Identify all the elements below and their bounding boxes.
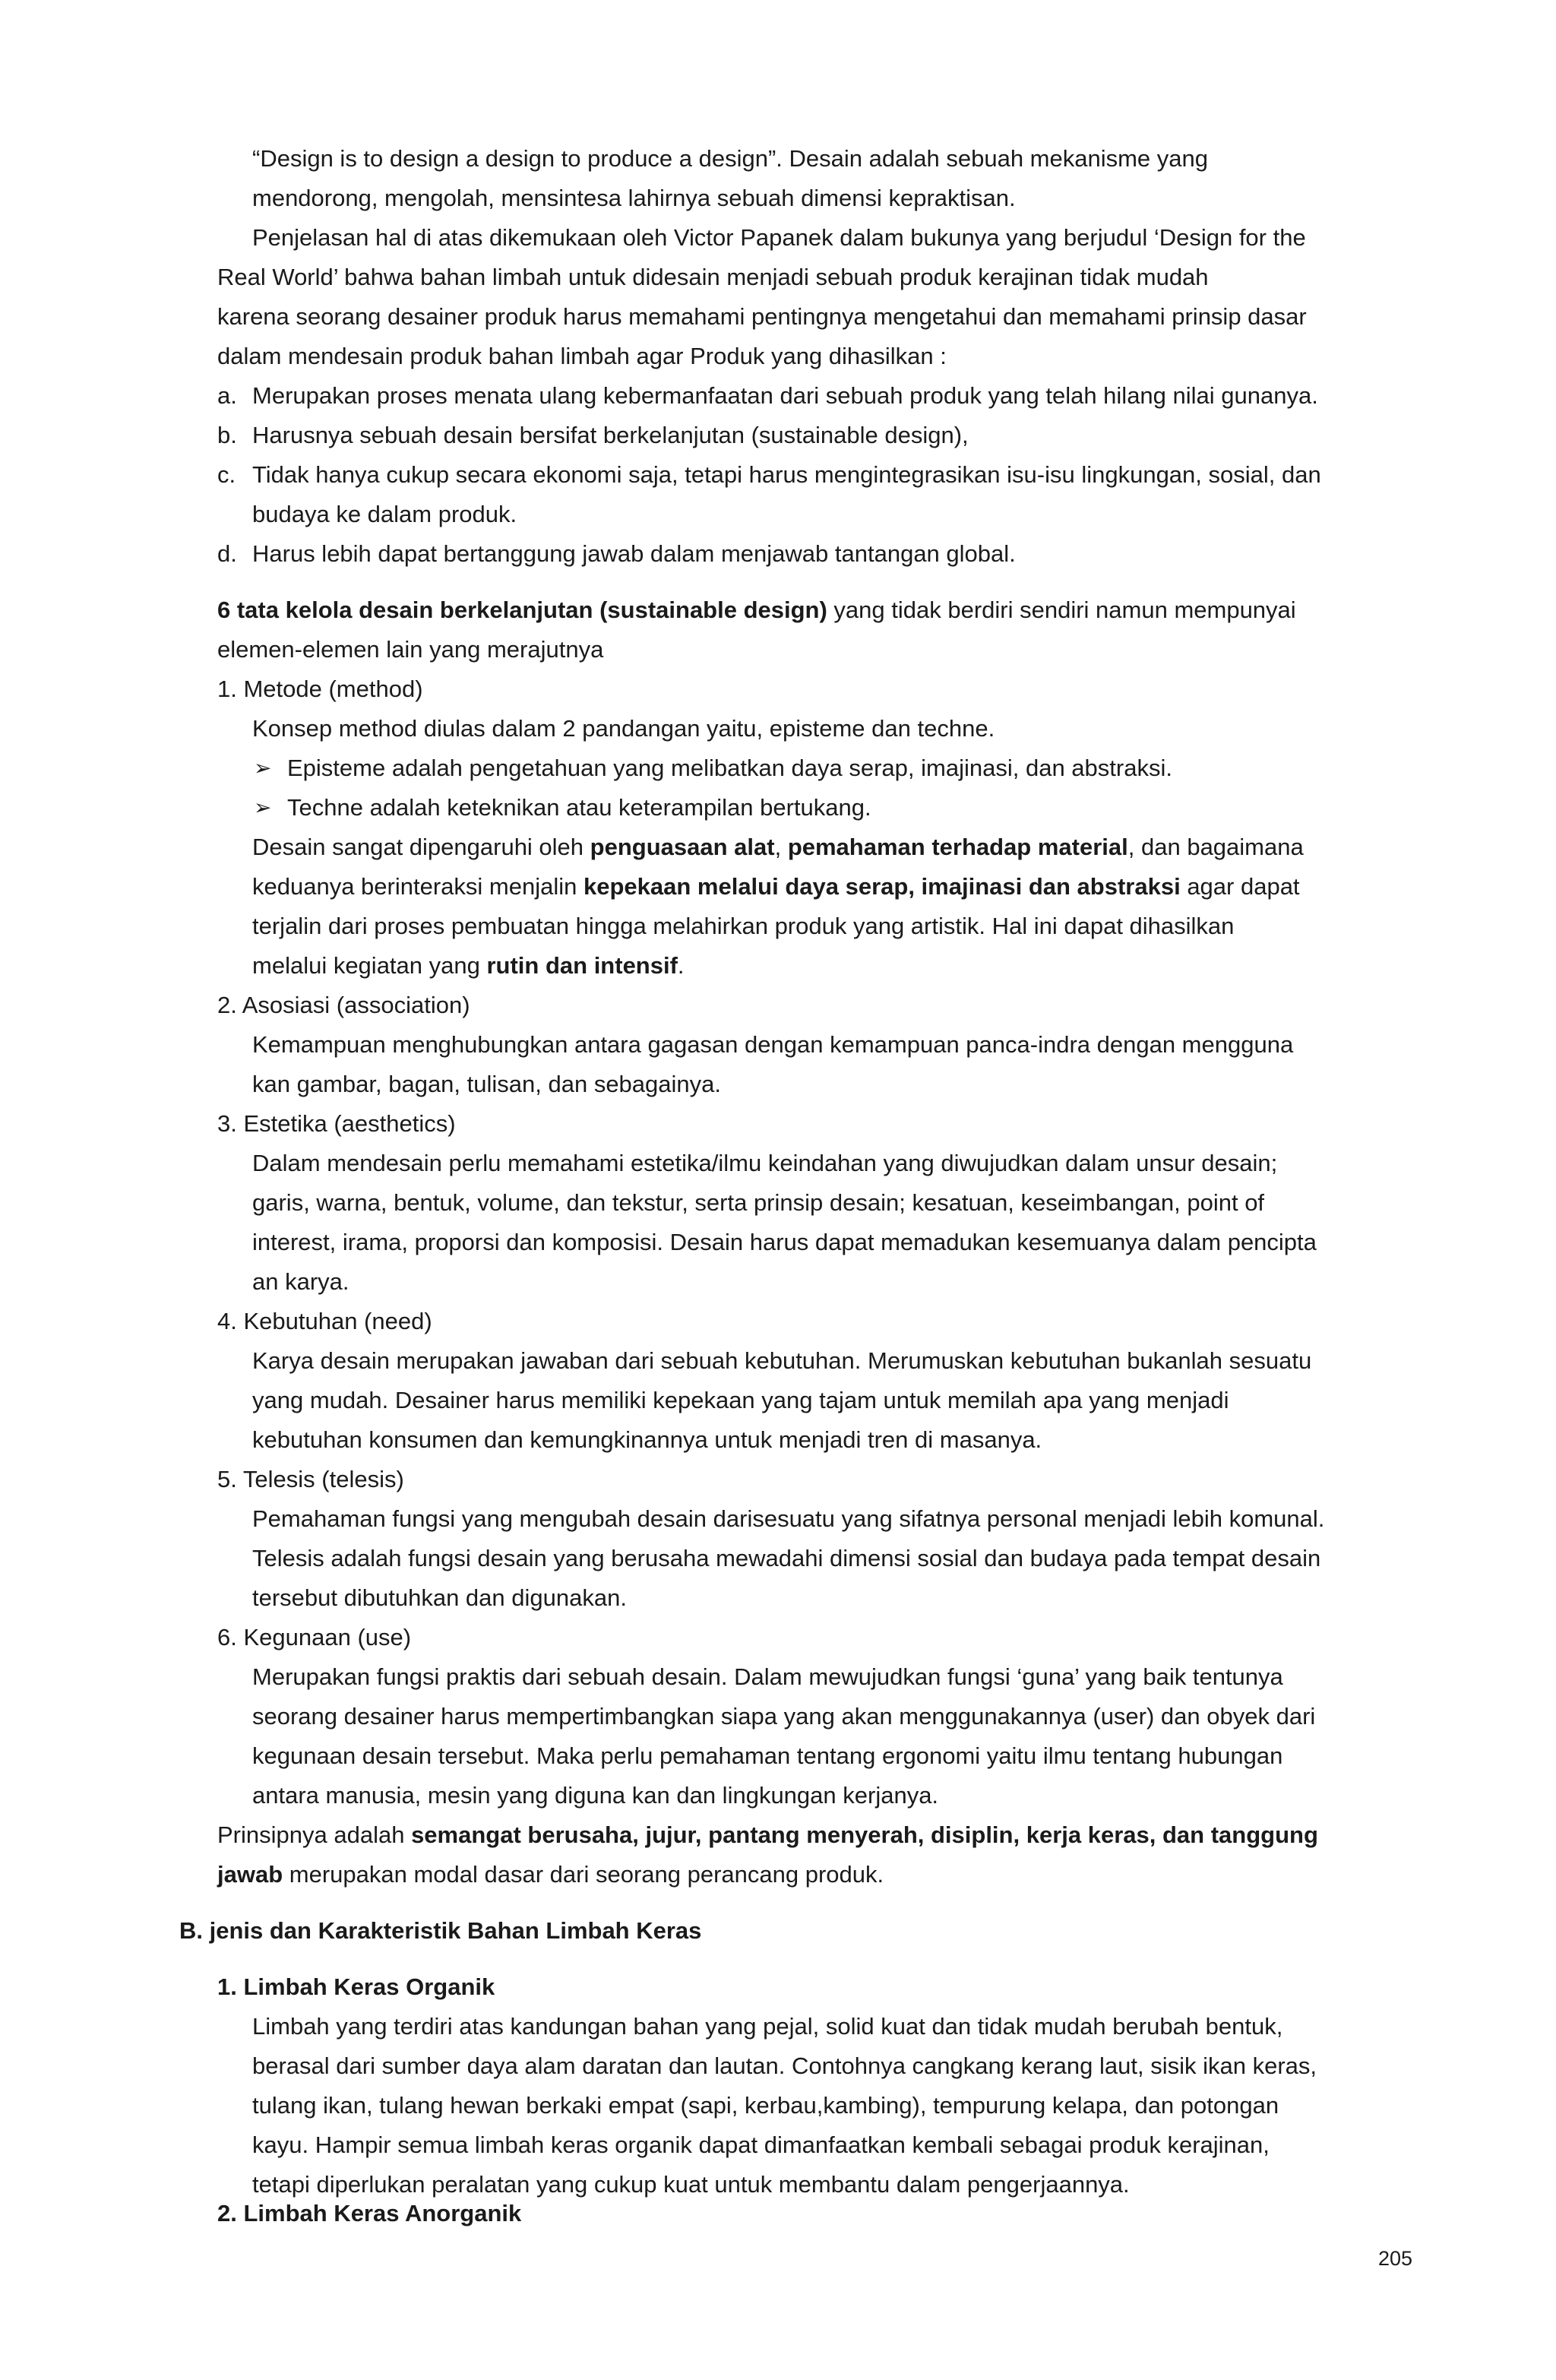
item-body: Karya desain merupakan jawaban dari sebuah kebutuhan. Merumuskan kebutuhan bukanlah sesuatu: [252, 1347, 1312, 1374]
item-body: [252, 867, 1300, 907]
arrow-bullet-icon: ➢: [254, 796, 272, 819]
item-body: [252, 828, 1304, 867]
bold-run: semangat berusaha, jujur, pantang menyerah, disiplin, kerja keras, dan tanggung: [411, 1821, 1318, 1848]
bold-run: pemahaman terhadap material: [787, 834, 1128, 860]
section-intro-bold: 6 tata kelola desain berkelanjutan (sustainable design): [217, 597, 827, 623]
paragraph-line: karena seorang desainer produk harus memahami pentingnya mengetahui dan memahami prinsip dasar: [217, 303, 1307, 330]
subsection-body: kayu. Hampir semua limbah keras organik dapat dimanfaatkan kembali sebagai produk kerajinan,: [252, 2132, 1270, 2158]
item-body: an karya.: [252, 1268, 349, 1295]
item-body: kegunaan desain tersebut. Maka perlu pemahaman tentang ergonomi yaitu ilmu tentang hubungan: [252, 1742, 1283, 1769]
text-run: ,: [774, 834, 788, 860]
text-run: melalui kegiatan yang: [252, 952, 487, 979]
item-body: kan gambar, bagan, tulisan, dan sebagainya.: [252, 1071, 722, 1097]
item-body: Pemahaman fungsi yang mengubah desain darisesuatu yang sifatnya personal menjadi lebih komunal.: [252, 1505, 1325, 1532]
subsection-heading: 1. Limbah Keras Organik: [217, 1973, 495, 2000]
item-body: Kemampuan menghubungkan antara gagasan dengan kemampuan panca-indra dengan mengguna: [252, 1031, 1294, 1058]
paragraph-line: Real World’ bahwa bahan limbah untuk didesain menjadi sebuah produk kerajinan tidak mudah: [217, 264, 1209, 290]
subsection-body: Limbah yang terdiri atas kandungan bahan yang pejal, solid kuat dan tidak mudah berubah bentuk,: [252, 2013, 1283, 2040]
item-body: antara manusia, mesin yang diguna kan dan lingkungan kerjanya.: [252, 1782, 939, 1809]
subsection-heading: 2. Limbah Keras Anorganik: [217, 2200, 522, 2227]
numbered-heading: 5. Telesis (telesis): [217, 1466, 404, 1492]
page-number: 205: [1378, 2247, 1413, 2270]
section-intro: elemen-elemen lain yang merajutnya: [217, 636, 604, 663]
arrow-bullet-icon: ➢: [254, 756, 272, 780]
subsection-body: tulang ikan, tulang hewan berkaki empat (sapi, kerbau,kambing), tempurung kelapa, dan potongan: [252, 2092, 1279, 2119]
paragraph-line: Penjelasan hal di atas dikemukaan oleh Victor Papanek dalam bukunya yang berjudul ‘Design for the: [252, 224, 1306, 251]
bullet-item: Episteme adalah pengetahuan yang melibatkan daya serap, imajinasi, dan abstraksi.: [287, 755, 1172, 781]
bold-run: penguasaan alat: [590, 834, 775, 860]
item-body: seorang desainer harus mempertimbangkan siapa yang akan menggunakannya (user) dan obyek dari: [252, 1703, 1316, 1730]
list-item: Merupakan proses menata ulang kebermanfaatan dari sebuah produk yang telah hilang nilai gunanya.: [252, 382, 1318, 409]
numbered-heading: 2. Asosiasi (association): [217, 992, 470, 1018]
section-intro-rest: yang tidak berdiri sendiri namun mempunyai: [827, 597, 1296, 623]
text-run: merupakan modal dasar dari seorang perancang produk.: [283, 1861, 884, 1888]
list-item-continued: budaya ke dalam produk.: [252, 501, 517, 527]
item-body: tersebut dibutuhkan dan digunakan.: [252, 1584, 627, 1611]
list-item: Harus lebih dapat bertanggung jawab dalam menjawab tantangan global.: [252, 540, 1016, 567]
list-item: Harusnya sebuah desain bersifat berkelanjutan (sustainable design),: [252, 422, 969, 448]
item-body: interest, irama, proporsi dan komposisi. Desain harus dapat memadukan kesemuanya dalam pencipta: [252, 1229, 1317, 1255]
list-marker: c.: [217, 461, 236, 488]
conclusion-line: [217, 1855, 884, 1894]
item-body: [252, 946, 685, 986]
quote-line: “Design is to design a design to produce a design”. Desain adalah sebuah mekanisme yang: [252, 145, 1208, 172]
numbered-heading: 4. Kebutuhan (need): [217, 1308, 432, 1334]
quote-line: mendorong, mengolah, mensintesa lahirnya sebuah dimensi kepraktisan.: [252, 185, 1016, 211]
bold-run: jawab: [217, 1861, 283, 1888]
text-run: , dan bagaimana: [1127, 834, 1304, 860]
list-marker: a.: [217, 382, 237, 409]
section-heading: B. jenis dan Karakteristik Bahan Limbah Keras: [179, 1917, 702, 1944]
numbered-heading: 6. Kegunaan (use): [217, 1624, 412, 1650]
item-body: Konsep method diulas dalam 2 pandangan yaitu, episteme dan techne.: [252, 715, 995, 742]
text-run: Prinsipnya adalah: [217, 1821, 412, 1848]
item-body: terjalin dari proses pembuatan hingga melahirkan produk yang artistik. Hal ini dapat dihasilkan: [252, 913, 1235, 939]
subsection-body: berasal dari sumber daya alam daratan dan lautan. Contohnya cangkang kerang laut, sisik ikan keras,: [252, 2052, 1317, 2079]
numbered-heading: 1. Metode (method): [217, 676, 423, 702]
item-body: Telesis adalah fungsi desain yang berusaha mewadahi dimensi sosial dan budaya pada tempat desain: [252, 1545, 1321, 1571]
list-marker: b.: [217, 422, 237, 448]
text-run: Desain sangat dipengaruhi oleh: [252, 834, 590, 860]
bold-run: rutin dan intensif: [486, 952, 678, 979]
item-body: garis, warna, bentuk, volume, dan tekstur, serta prinsip desain; kesatuan, keseimbangan, point of: [252, 1189, 1265, 1216]
text-run: agar dapat: [1180, 873, 1300, 900]
list-item: Tidak hanya cukup secara ekonomi saja, tetapi harus mengintegrasikan isu-isu lingkungan, sosial, dan: [252, 461, 1321, 488]
item-body: Dalam mendesain perlu memahami estetika/ilmu keindahan yang diwujudkan dalam unsur desain;: [252, 1150, 1278, 1176]
text-run: keduanya berinteraksi menjalin: [252, 873, 584, 900]
list-marker: d.: [217, 540, 237, 567]
text-run: .: [677, 952, 685, 979]
item-body: Merupakan fungsi praktis dari sebuah desain. Dalam mewujudkan fungsi ‘guna’ yang baik tentunya: [252, 1663, 1283, 1690]
section-intro: [217, 590, 1296, 630]
item-body: yang mudah. Desainer harus memiliki kepekaan yang tajam untuk memilah apa yang menjadi: [252, 1387, 1229, 1413]
bold-run: kepekaan melalui daya serap, imajinasi dan abstraksi: [583, 873, 1181, 900]
paragraph-line: dalam mendesain produk bahan limbah agar Produk yang dihasilkan :: [217, 343, 947, 369]
conclusion-line: [217, 1815, 1318, 1855]
subsection-body: tetapi diperlukan peralatan yang cukup kuat untuk membantu dalam pengerjaannya.: [252, 2171, 1130, 2198]
bullet-item: Techne adalah keteknikan atau keterampilan bertukang.: [287, 794, 871, 821]
item-body: kebutuhan konsumen dan kemungkinannya untuk menjadi tren di masanya.: [252, 1426, 1042, 1453]
numbered-heading: 3. Estetika (aesthetics): [217, 1110, 456, 1137]
